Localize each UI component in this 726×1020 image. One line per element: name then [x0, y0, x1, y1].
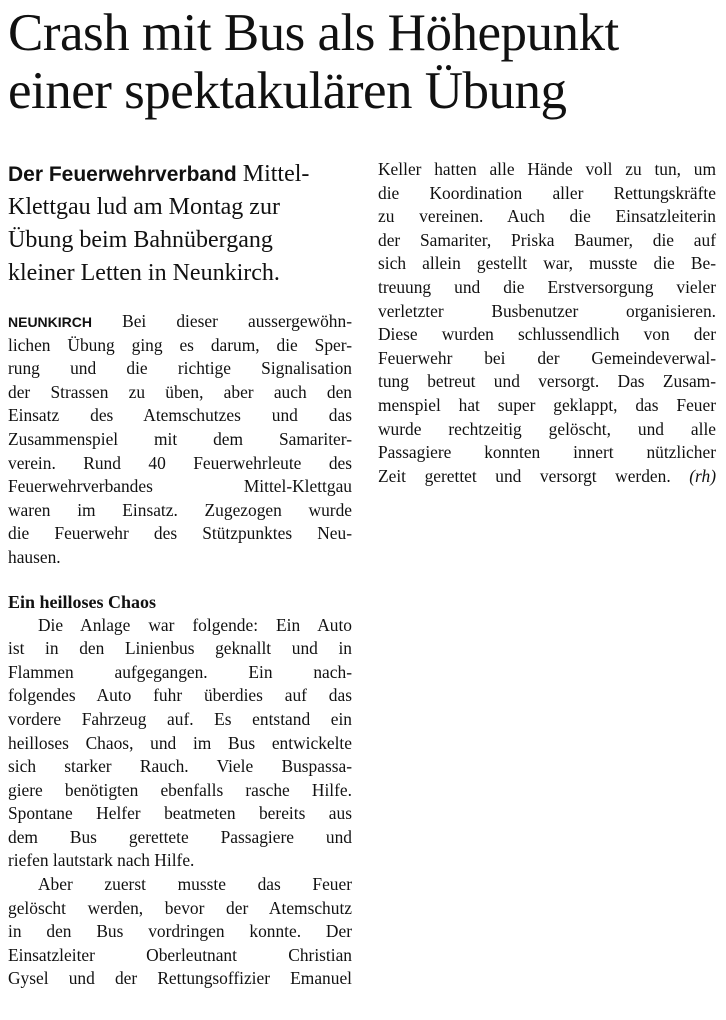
text-line: Zusammenspiel mit dem Samariter- — [8, 428, 352, 449]
text-line: zu vereinen. Auch die Einsatzleiterin — [378, 206, 716, 227]
text-line: der Samariter, Priska Baumer, die auf — [378, 229, 716, 250]
paragraph-3 — [8, 873, 352, 991]
text-line: sich starker Rauch. Viele Buspassa- — [8, 756, 352, 777]
text-line: der Strassen zu üben, aber auch den — [8, 381, 352, 402]
text-line: Feuerwehr bei der Gemeindeverwal- — [378, 347, 716, 368]
text-line: folgendes Auto fuhr überdies auf das — [8, 685, 352, 706]
text-line: Feuerwehrverbandes Mittel-Klettgau — [8, 476, 352, 497]
text-line: verletzter Busbenutzer organisieren. — [378, 300, 716, 321]
paragraph-2 — [8, 614, 352, 874]
lead-line: Klettgau lud am Montag zur — [8, 194, 280, 220]
text-line: sich allein gestellt war, musste die Be- — [378, 253, 716, 274]
author-signature: (rh) — [689, 465, 716, 486]
text-line: heilloses Chaos, und im Bus entwickelte — [8, 732, 352, 753]
text-line: Einsatz des Atemschutzes und das — [8, 405, 352, 426]
right-column — [378, 158, 716, 488]
text-line: Spontane Helfer beatmeten bereits aus — [8, 803, 352, 824]
text-line: Passagiere konnten innert nützlicher — [378, 442, 716, 463]
text-line: wurde rechtzeitig gelöscht, und alle — [378, 418, 716, 439]
text-line — [8, 310, 352, 334]
left-column — [8, 158, 352, 991]
text-line: treuung und die Erstversorgung vieler — [378, 276, 716, 297]
text-fragment: Zeit gerettet und versorgt werden. — [378, 465, 671, 486]
headline-line: Crash mit Bus als Höhepunkt — [8, 4, 619, 62]
lead-line — [8, 158, 352, 191]
text-line: die Feuerwehr des Stützpunktes Neu- — [8, 523, 352, 544]
text-line: vordere Fahrzeug auf. Es entstand ein — [8, 708, 352, 729]
text-line: Einsatzleiter Oberleutnant Christian — [8, 944, 352, 965]
headline-line: einer spektakulären Übung — [8, 62, 567, 120]
article-lead — [8, 158, 352, 290]
text-line: gelöscht werden, bevor der Atemschutz — [8, 897, 352, 918]
text-line: die Koordination aller Rettungskräfte — [378, 182, 716, 203]
article-headline — [8, 4, 720, 120]
lead-kicker: Der Feuerwehrverband — [8, 163, 237, 186]
text-line: verein. Rund 40 Feuerwehrleute des — [8, 452, 352, 473]
text-line: Keller hatten alle Hände voll zu tun, um — [378, 159, 716, 179]
text-line: ist in den Linienbus geknallt und in — [8, 638, 352, 659]
paragraph-3-continued — [378, 158, 716, 488]
text-line: Die Anlage war folgende: Ein Auto — [38, 614, 352, 635]
text-line: Aber zuerst musste das Feuer — [38, 874, 352, 895]
text-line: dem Bus gerettete Passagiere und — [8, 826, 352, 847]
text-line: in den Bus vordringen konnte. Der — [8, 921, 352, 942]
text-line: giere benötigten ebenfalls rasche Hilfe. — [8, 779, 352, 800]
text-line: Diese wurden schlussendlich von der — [378, 324, 716, 345]
text-line: hausen. — [8, 546, 61, 567]
text-line: waren im Einsatz. Zugezogen wurde — [8, 499, 352, 520]
text-line: menspiel hat super geklappt, das Feuer — [378, 394, 716, 415]
text-fragment: Bei dieser aussergewöhn- — [92, 311, 352, 331]
text-line: lichen Übung ging es darum, die Sper- — [8, 334, 352, 355]
text-line: Gysel und der Rettungsoffizier Emanuel — [8, 968, 352, 989]
lead-text: Mittel- — [236, 161, 310, 187]
lead-line: kleiner Letten in Neunkirch. — [8, 260, 280, 286]
text-line: rung und die richtige Signalisation — [8, 358, 352, 379]
paragraph-1 — [8, 310, 352, 570]
dateline: NEUNKIRCH — [8, 314, 92, 330]
text-line: tung betreut und versorgt. Das Zusam- — [378, 371, 716, 392]
text-line: riefen lautstark nach Hilfe. — [8, 850, 195, 871]
text-line — [378, 465, 716, 489]
section-subhead: Ein heilloses Chaos — [8, 591, 157, 612]
lead-line: Übung beim Bahnübergang — [8, 227, 273, 253]
text-line: Flammen aufgegangen. Ein nach- — [8, 661, 352, 682]
